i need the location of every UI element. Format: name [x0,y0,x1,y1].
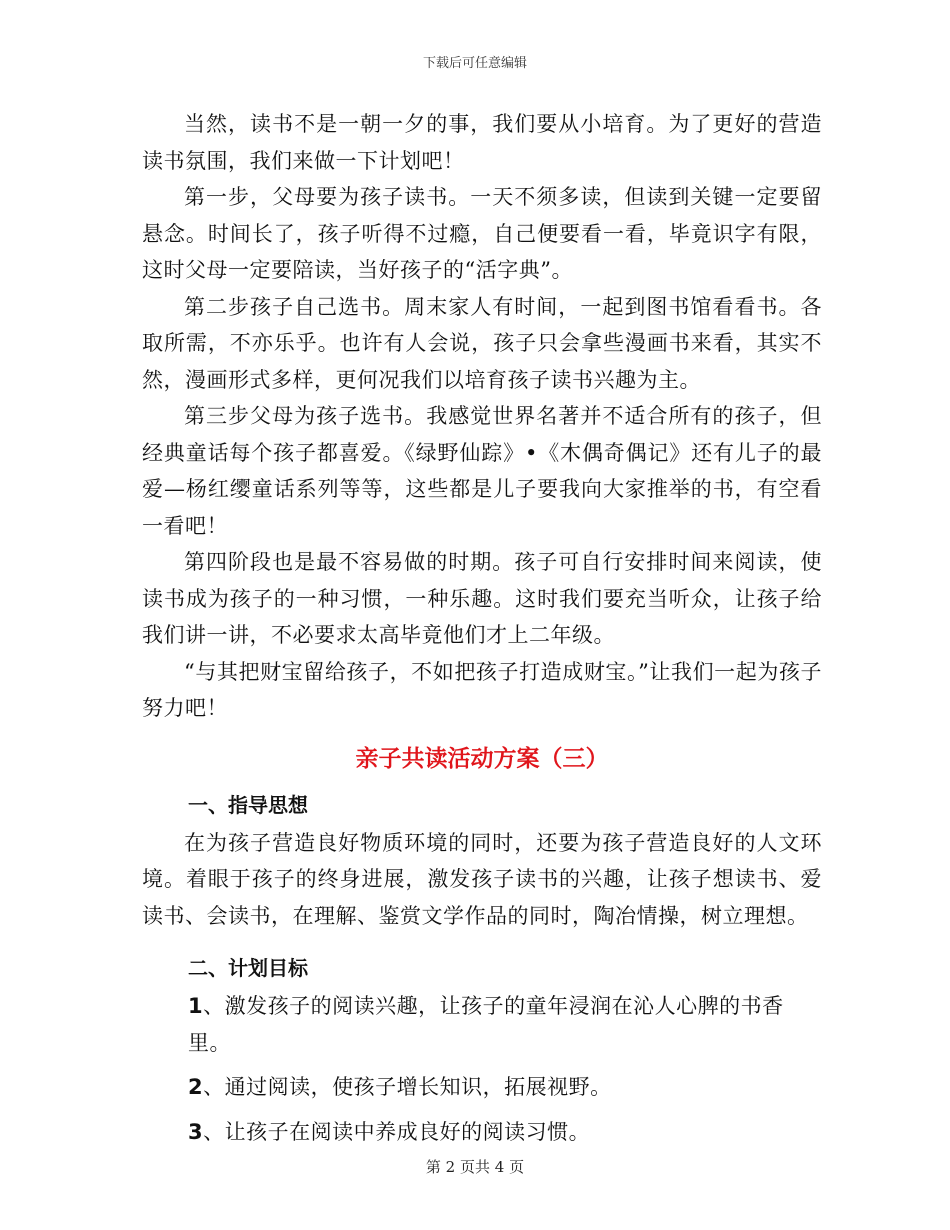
paragraph: 第二步孩子自己选书。周末家人有时间，一起到图书馆看看书。各取所需，不亦乐乎。也许有人会说，孩子只会拿些漫画书来看，其实不然，漫画形式多样，更何况我们以培育孩子读书兴趣为主。 [142,294,822,392]
heading-plan-goals: 二、计划目标 [188,956,308,980]
paragraph: 在为孩子营造良好物质环境的同时，还要为孩子营造良好的人文环境。着眼于孩子的终身进展，激发孩子读书的兴趣，让孩子想读书、爱读书、会读书，在理解、鉴赏文学作品的同时，陶冶情操，树立理想。 [142,830,822,928]
goal-item [188,1069,822,1106]
heading-guiding-ideology: 一、指导思想 [188,792,308,817]
section-title: 亲子共读活动方案（三） [355,745,609,772]
paragraph: 第四阶段也是最不容易做的时期。孩子可自行安排时间来阅读，使读书成为孩子的一种习惯，一种乐趣。这时我们要充当听众，让孩子给我们讲一讲，不必要求太高毕竟他们才上二年级。 [142,550,822,647]
goal-text: 、让孩子在阅读中养成良好的阅读习惯。 [203,1119,591,1144]
goal-text: 、激发孩子的阅读兴趣，让孩子的童年浸润在沁人心脾的书香里。 [188,994,784,1055]
page-footer: 第 2 页共 4 页 [425,1158,525,1176]
paragraph: 第一步，父母要为孩子读书。一天不须多读，但读到关键一定要留悬念。时间长了，孩子听得不过瘾，自己便要看一看，毕竟识字有限，这时父母一定要陪读，当好孩子的“活字典”。 [142,185,822,282]
goal-number: 2 [188,1075,204,1099]
paragraph: 第三步父母为孩子选书。我感觉世界名著并不适合所有的孩子，但经典童话每个孩子都喜爱。《绿野仙踪》•《木偶奇偶记》还有儿子的最爱—杨红缨童话系列等等，这些都是儿子要我向大家推举的书，有空看一看吧！ [142,404,822,538]
page-header: 下载后可任意编辑 [422,56,527,71]
goal-number: 3 [188,1119,204,1144]
goal-text: 、通过阅读，使孩子增长知识，拓展视野。 [203,1075,612,1099]
goal-item [188,988,822,1061]
paragraph: 当然，读书不是一朝一夕的事，我们要从小培育。为了更好的营造读书氛围，我们来做一下计划吧！ [142,112,822,173]
paragraph: “与其把财宝留给孩子，不如把孩子打造成财宝。”让我们一起为孩子努力吧！ [142,659,822,720]
goal-number: 1 [188,994,204,1018]
goal-item [188,1114,822,1151]
document-body [142,106,822,1158]
